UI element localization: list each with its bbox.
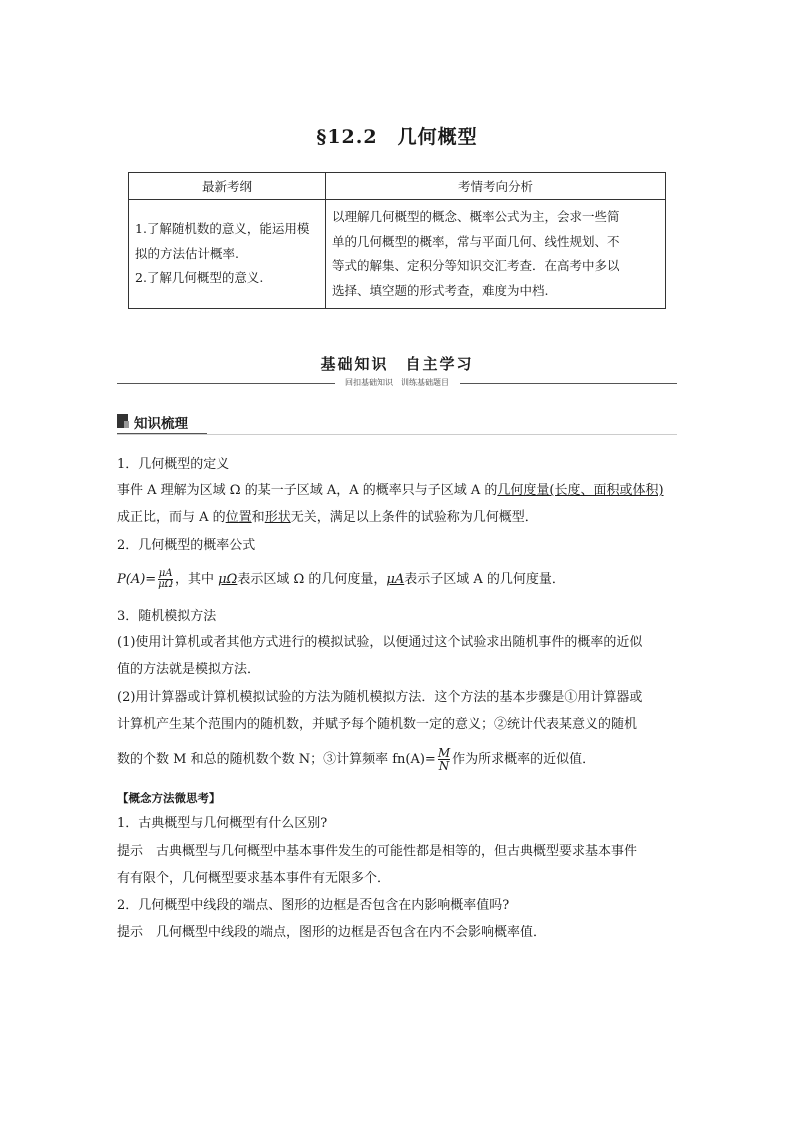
heading-simulation: 3．随机模拟方法	[117, 609, 217, 624]
text-run: 数的个数 M 和总的随机数个数 N；③计算频率 fn(A)=	[117, 752, 436, 767]
section-subheading: 回扣基础知识 训练基础题目	[345, 378, 449, 387]
text-run: 作为所求概率的近似值．	[452, 752, 596, 767]
section-marker-icon-inner	[124, 421, 129, 428]
fraction-denominator: μΩ	[158, 579, 173, 590]
answer-1-line: 提示 古典概型与几何概型中基本事件发生的可能性都是相等的，但古典概型要求基本事件	[117, 844, 638, 859]
answer-1-line: 有有限个，几何概型要求基本事件有无限多个．	[117, 871, 391, 886]
text-run: 事件 A 理解为区域 Ω 的某一子区域 A，A 的概率只与子区域 A 的	[117, 483, 498, 498]
heading-definition: 1．几何概型的定义	[117, 457, 230, 472]
knowledge-title: 知识梳理	[134, 416, 188, 432]
heading-formula: 2．几何概型的概率公式	[117, 538, 256, 553]
text-run: 表示子区域 A 的几何度量．	[404, 572, 565, 587]
question-1: 1．古典概型与几何概型有什么区别?	[117, 816, 328, 831]
knowledge-title-rule	[117, 433, 207, 434]
text-run: ，其中	[174, 572, 219, 587]
paragraph-line	[117, 482, 664, 500]
frequency-fraction	[438, 747, 450, 772]
paragraph-line: 值的方法就是模拟方法．	[117, 662, 261, 677]
underlined-term: 几何度量(长度、面积或体积)	[497, 483, 664, 498]
underlined-term: μA	[386, 572, 405, 587]
analysis-cell	[326, 200, 666, 309]
syllabus-line: 1.了解随机数的意义，能运用模	[135, 221, 310, 237]
analysis-line: 选择、填空题的形式考查，难度为中档.	[332, 282, 549, 298]
syllabus-line: 2.了解几何概型的意义.	[135, 270, 264, 286]
paragraph-line	[117, 744, 595, 776]
paragraph-line: (2)用计算器或计算机模拟试验的方法为随机模拟方法．这个方法的基本步骤是①用计算器或	[117, 690, 643, 705]
text-run: 和	[251, 510, 265, 525]
formula-line	[117, 565, 565, 595]
formula-fraction	[158, 569, 173, 590]
exam-outline-table	[128, 172, 666, 309]
analysis-line: 单的几何概型的概率，常与平面几何、线性规划、不	[332, 233, 620, 249]
underlined-term: 形状	[264, 510, 291, 525]
syllabus-cell	[129, 200, 326, 309]
text-run: 表示区域 Ω 的几何度量，	[237, 572, 387, 587]
table-header-analysis: 考情考向分析	[326, 173, 666, 200]
syllabus-line: 拟的方法估计概率.	[135, 245, 239, 261]
formula-lhs: P(A)=	[117, 572, 157, 587]
table-header-syllabus: 最新考纲	[129, 173, 326, 200]
paragraph-line: (1)使用计算机或者其他方式进行的模拟试验，以便通过这个试验求出随机事件的概率的近似	[117, 635, 643, 650]
analysis-line: 以理解几何概型的概念、概率公式为主，会求一些简	[332, 209, 620, 224]
knowledge-title-rule-light	[117, 434, 677, 435]
page-title: §12.2 几何概型	[316, 126, 478, 148]
underlined-term: μΩ	[218, 572, 238, 587]
answer-2: 提示 几何概型中线段的端点，图形的边框是否包含在内不会影响概率值．	[117, 925, 547, 940]
paragraph-line: 计算机产生某个范围内的随机数，并赋予每个随机数一定的意义；②统计代表某意义的随机	[117, 717, 638, 732]
text-run: 成正比，而与 A 的	[117, 510, 226, 525]
question-2: 2．几何概型中线段的端点、图形的边框是否包含在内影响概率值吗?	[117, 898, 510, 913]
paragraph-line	[117, 509, 538, 527]
fraction-numerator: M	[437, 746, 451, 760]
fraction-denominator: N	[438, 759, 450, 773]
text-run: 无关，满足以上条件的试验称为几何概型．	[290, 510, 538, 525]
fraction-numerator: μA	[158, 568, 173, 579]
think-heading: 【概念方法微思考】	[117, 791, 221, 805]
analysis-line: 等式的解集、定积分等知识交汇考查．在高考中多以	[332, 258, 620, 273]
section-heading: 基础知识 自主学习	[320, 355, 474, 373]
underlined-term: 位置	[225, 510, 252, 525]
